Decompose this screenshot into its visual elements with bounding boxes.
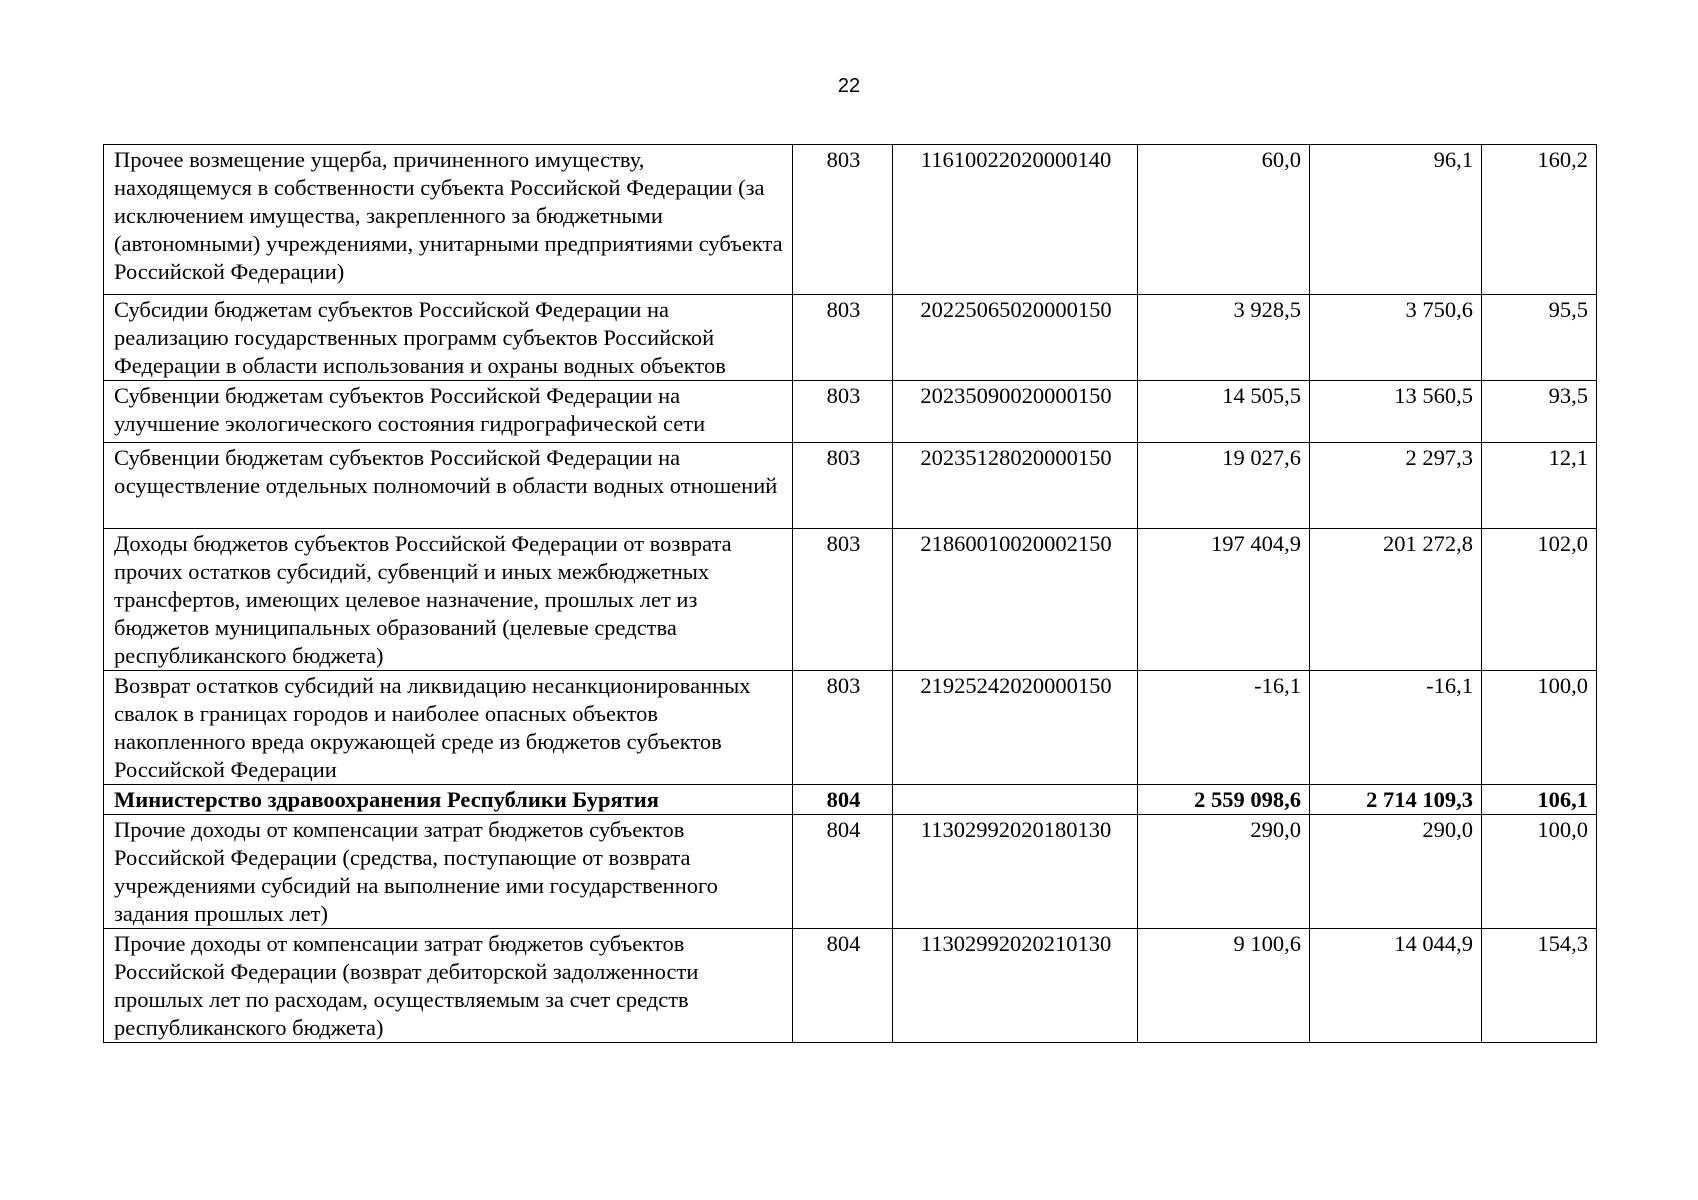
row-name-cell: Прочие доходы от компенсации затрат бюджетов субъектов Российской Федерации (средства, поступающие от возврата учреждениями субсидий на выполнение ими государственного задания прошлых лет) bbox=[104, 815, 793, 929]
row-name-cell: Доходы бюджетов субъектов Российской Федерации от возврата прочих остатков субсидий, субвенций и иных межбюджетных трансфертов, имеющих целевое назначение, прошлых лет из бюджетов муниципальных образований (целевые средства республиканского бюджета) bbox=[104, 529, 793, 671]
table-row-total bbox=[104, 785, 1597, 815]
table-row bbox=[104, 671, 1597, 785]
row-admin-cell: 803 bbox=[793, 443, 893, 529]
row-admin-cell: 803 bbox=[793, 381, 893, 443]
row-name-cell: Министерство здравоохранения Республики Бурятия bbox=[104, 785, 793, 815]
table-row bbox=[104, 145, 1597, 295]
row-fact-cell: -16,1 bbox=[1310, 671, 1482, 785]
table-row bbox=[104, 529, 1597, 671]
row-fact-cell: 201 272,8 bbox=[1310, 529, 1482, 671]
row-code-cell: 20225065020000150 bbox=[893, 295, 1138, 381]
row-fact-cell: 290,0 bbox=[1310, 815, 1482, 929]
row-plan-cell: 9 100,6 bbox=[1138, 929, 1310, 1043]
row-admin-cell: 804 bbox=[793, 815, 893, 929]
row-plan-cell: 290,0 bbox=[1138, 815, 1310, 929]
table-row bbox=[104, 381, 1597, 443]
row-admin-cell: 804 bbox=[793, 929, 893, 1043]
row-percent-cell: 100,0 bbox=[1482, 815, 1597, 929]
row-fact-cell: 2 297,3 bbox=[1310, 443, 1482, 529]
row-percent-cell: 160,2 bbox=[1482, 145, 1597, 295]
row-plan-cell: 60,0 bbox=[1138, 145, 1310, 295]
row-code-cell: 20235090020000150 bbox=[893, 381, 1138, 443]
row-code-cell: 20235128020000150 bbox=[893, 443, 1138, 529]
row-admin-cell: 804 bbox=[793, 785, 893, 815]
row-fact-cell: 14 044,9 bbox=[1310, 929, 1482, 1043]
row-admin-cell: 803 bbox=[793, 295, 893, 381]
page-number: 22 bbox=[837, 75, 861, 97]
row-code-cell: 11302992020180130 bbox=[893, 815, 1138, 929]
row-percent-cell: 93,5 bbox=[1482, 381, 1597, 443]
revenue-table bbox=[103, 144, 1597, 1043]
table-row bbox=[104, 929, 1597, 1043]
table-row bbox=[104, 295, 1597, 381]
row-code-cell: 11302992020210130 bbox=[893, 929, 1138, 1043]
row-plan-cell: -16,1 bbox=[1138, 671, 1310, 785]
row-plan-cell: 197 404,9 bbox=[1138, 529, 1310, 671]
row-admin-cell: 803 bbox=[793, 671, 893, 785]
table-row bbox=[104, 815, 1597, 929]
row-fact-cell: 3 750,6 bbox=[1310, 295, 1482, 381]
row-plan-cell: 3 928,5 bbox=[1138, 295, 1310, 381]
row-admin-cell: 803 bbox=[793, 529, 893, 671]
row-percent-cell: 12,1 bbox=[1482, 443, 1597, 529]
table-row bbox=[104, 443, 1597, 529]
row-percent-cell: 95,5 bbox=[1482, 295, 1597, 381]
row-code-cell: 11610022020000140 bbox=[893, 145, 1138, 295]
row-fact-cell: 96,1 bbox=[1310, 145, 1482, 295]
row-plan-cell: 19 027,6 bbox=[1138, 443, 1310, 529]
row-percent-cell: 100,0 bbox=[1482, 671, 1597, 785]
row-name-cell: Субвенции бюджетам субъектов Российской Федерации на осуществление отдельных полномочий в области водных отношений bbox=[104, 443, 793, 529]
row-code-cell: 21925242020000150 bbox=[893, 671, 1138, 785]
row-percent-cell: 154,3 bbox=[1482, 929, 1597, 1043]
row-name-cell: Субвенции бюджетам субъектов Российской Федерации на улучшение экологического состояния гидрографической сети bbox=[104, 381, 793, 443]
row-code-cell: 21860010020002150 bbox=[893, 529, 1138, 671]
row-name-cell: Прочее возмещение ущерба, причиненного имуществу, находящемуся в собственности субъекта Российской Федерации (за исключением имущества, закрепленного за бюджетными (автономными) учреждениями, унитарными предприятиями субъекта Российской Федерации) bbox=[104, 145, 793, 295]
row-percent-cell: 102,0 bbox=[1482, 529, 1597, 671]
row-percent-cell: 106,1 bbox=[1482, 785, 1597, 815]
row-fact-cell: 2 714 109,3 bbox=[1310, 785, 1482, 815]
row-fact-cell: 13 560,5 bbox=[1310, 381, 1482, 443]
row-plan-cell: 2 559 098,6 bbox=[1138, 785, 1310, 815]
row-name-cell: Субсидии бюджетам субъектов Российской Федерации на реализацию государственных программ субъектов Российской Федерации в области использования и охраны водных объектов bbox=[104, 295, 793, 381]
row-name-cell: Прочие доходы от компенсации затрат бюджетов субъектов Российской Федерации (возврат дебиторской задолженности прошлых лет по расходам, осуществляемым за счет средств республиканского бюджета) bbox=[104, 929, 793, 1043]
row-admin-cell: 803 bbox=[793, 145, 893, 295]
row-name-cell: Возврат остатков субсидий на ликвидацию несанкционированных свалок в границах городов и наиболее опасных объектов накопленного вреда окружающей среде из бюджетов субъектов Российской Федерации bbox=[104, 671, 793, 785]
row-code-cell bbox=[893, 785, 1138, 815]
row-plan-cell: 14 505,5 bbox=[1138, 381, 1310, 443]
